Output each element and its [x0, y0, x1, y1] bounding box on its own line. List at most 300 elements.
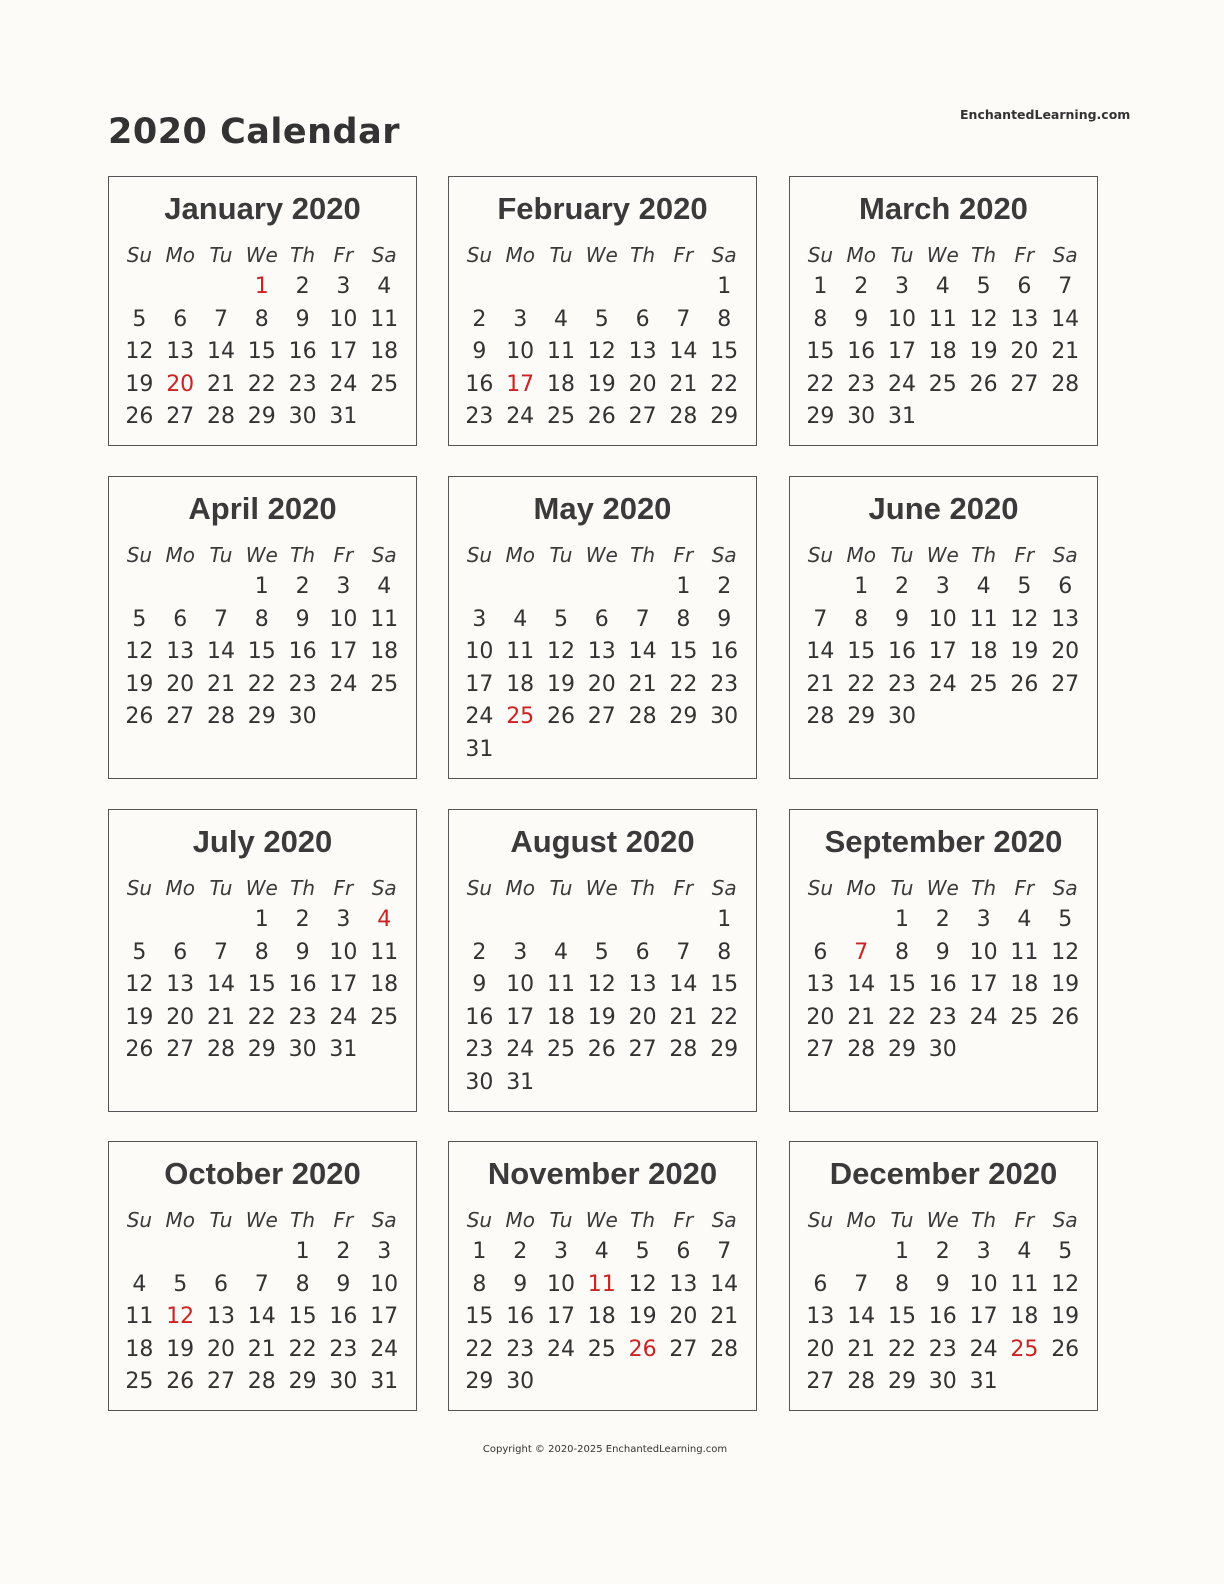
day-number: 6	[594, 606, 609, 632]
day-number: 30	[288, 1037, 317, 1063]
day-number: 16	[288, 972, 317, 998]
day-number: 29	[847, 704, 876, 730]
day-number: 27	[206, 1369, 235, 1395]
day-number: 6	[1058, 574, 1073, 599]
day-number: 25	[546, 1037, 575, 1063]
day-number: 7	[213, 606, 228, 632]
weekday-header: Su	[807, 243, 834, 267]
day-number: 20	[587, 671, 616, 697]
weekday-header: Su	[126, 543, 153, 567]
weekday-header: We	[245, 1208, 278, 1232]
holiday-day: 26	[628, 1336, 657, 1362]
day-number: 1	[472, 1239, 487, 1264]
day-number: 29	[465, 1369, 494, 1395]
day-number: 1	[254, 907, 269, 932]
month-3	[789, 176, 1098, 446]
day-number: 11	[370, 306, 399, 332]
month-title: June 2020	[868, 491, 1019, 526]
day-number: 24	[329, 371, 358, 397]
day-number: 10	[546, 1271, 575, 1297]
day-number: 7	[213, 306, 228, 332]
day-number: 28	[247, 1369, 276, 1395]
day-number: 2	[935, 1239, 950, 1264]
day-number: 22	[887, 1004, 916, 1030]
day-number: 17	[969, 1304, 998, 1330]
day-number: 23	[288, 671, 317, 697]
day-number: 28	[669, 404, 698, 430]
month-title: July 2020	[192, 824, 333, 859]
day-number: 25	[587, 1336, 616, 1362]
weekday-header: Fr	[333, 243, 354, 267]
day-number: 15	[288, 1304, 317, 1330]
day-number: 3	[894, 274, 909, 299]
day-number: 10	[465, 639, 494, 665]
day-number: 3	[336, 574, 351, 599]
day-number: 22	[465, 1336, 494, 1362]
day-number: 18	[587, 1304, 616, 1330]
day-number: 14	[806, 639, 835, 665]
weekday-header: We	[245, 876, 278, 900]
day-number: 5	[132, 939, 147, 965]
day-number: 3	[976, 1239, 991, 1264]
weekday-header: We	[585, 543, 618, 567]
day-number: 14	[847, 1304, 876, 1330]
weekday-header: We	[926, 543, 959, 567]
day-number: 23	[506, 1336, 535, 1362]
day-number: 28	[206, 1037, 235, 1063]
day-number: 9	[513, 1271, 528, 1297]
month-title: August 2020	[510, 824, 695, 859]
day-number: 15	[247, 339, 276, 365]
weekday-header: Sa	[711, 543, 737, 567]
day-number: 2	[894, 574, 909, 599]
day-number: 17	[329, 972, 358, 998]
day-number: 16	[928, 972, 957, 998]
day-number: 18	[125, 1336, 154, 1362]
month-title: March 2020	[859, 191, 1028, 226]
day-number: 26	[125, 404, 154, 430]
day-number: 7	[854, 1271, 869, 1297]
day-number: 8	[472, 1271, 487, 1297]
day-number: 15	[247, 972, 276, 998]
day-number: 12	[546, 639, 575, 665]
day-number: 3	[513, 306, 528, 332]
day-number: 27	[166, 404, 195, 430]
day-number: 12	[969, 306, 998, 332]
weekday-header: Fr	[333, 543, 354, 567]
weekday-header: Tu	[890, 543, 914, 567]
day-number: 23	[928, 1336, 957, 1362]
day-number: 10	[969, 1271, 998, 1297]
holiday-day: 25	[506, 704, 535, 730]
day-number: 5	[553, 606, 568, 632]
day-number: 25	[928, 371, 957, 397]
weekday-header: Su	[126, 243, 153, 267]
day-number: 12	[1051, 939, 1080, 965]
day-number: 28	[628, 704, 657, 730]
day-number: 18	[370, 972, 399, 998]
month-11	[448, 1141, 757, 1411]
weekday-header: Fr	[1014, 1208, 1035, 1232]
day-number: 18	[1010, 1304, 1039, 1330]
day-number: 22	[288, 1336, 317, 1362]
weekday-header: We	[245, 243, 278, 267]
day-number: 4	[594, 1239, 609, 1264]
day-number: 14	[710, 1271, 739, 1297]
holiday-day: 7	[854, 939, 869, 965]
weekday-header: Mo	[846, 1208, 876, 1232]
day-number: 14	[247, 1304, 276, 1330]
day-number: 26	[1051, 1004, 1080, 1030]
day-number: 16	[465, 371, 494, 397]
day-number: 24	[969, 1004, 998, 1030]
weekday-header: Sa	[1052, 543, 1078, 567]
day-number: 21	[847, 1004, 876, 1030]
day-number: 7	[676, 939, 691, 965]
day-number: 11	[546, 339, 575, 365]
day-number: 17	[546, 1304, 575, 1330]
day-number: 19	[1051, 1304, 1080, 1330]
day-number: 22	[710, 1004, 739, 1030]
day-number: 25	[370, 1004, 399, 1030]
day-number: 23	[887, 671, 916, 697]
holiday-day: 11	[587, 1271, 616, 1297]
day-number: 4	[132, 1271, 147, 1297]
day-number: 23	[288, 371, 317, 397]
day-number: 10	[887, 306, 916, 332]
day-number: 3	[553, 1239, 568, 1264]
day-number: 25	[370, 371, 399, 397]
day-number: 22	[887, 1336, 916, 1362]
weekday-header: Sa	[711, 243, 737, 267]
day-number: 20	[806, 1004, 835, 1030]
day-number: 18	[1010, 972, 1039, 998]
month-6	[789, 476, 1098, 779]
day-number: 29	[247, 704, 276, 730]
day-number: 13	[1051, 606, 1080, 632]
weekday-header: Mo	[165, 876, 195, 900]
copyright-text: Copyright © 2020-2025 EnchantedLearning.com	[482, 1444, 728, 1455]
day-number: 15	[887, 972, 916, 998]
day-number: 29	[247, 1037, 276, 1063]
day-number: 25	[370, 671, 399, 697]
month-title: April 2020	[188, 491, 337, 526]
day-number: 1	[854, 574, 869, 599]
day-number: 8	[717, 939, 732, 965]
day-number: 15	[669, 639, 698, 665]
day-number: 22	[247, 371, 276, 397]
weekday-header: Su	[807, 1208, 834, 1232]
day-number: 5	[1058, 1239, 1073, 1264]
day-number: 1	[717, 274, 732, 299]
day-number: 3	[336, 274, 351, 299]
day-number: 16	[288, 339, 317, 365]
weekday-header: Tu	[209, 243, 233, 267]
day-number: 17	[465, 671, 494, 697]
day-number: 9	[295, 306, 310, 332]
weekday-header: Tu	[549, 243, 573, 267]
day-number: 2	[295, 574, 310, 599]
day-number: 10	[329, 939, 358, 965]
day-number: 4	[1017, 1239, 1032, 1264]
day-number: 11	[1010, 939, 1039, 965]
day-number: 17	[928, 639, 957, 665]
weekday-header: Th	[971, 1208, 997, 1232]
day-number: 19	[166, 1336, 195, 1362]
day-number: 31	[465, 737, 494, 762]
day-number: 5	[132, 306, 147, 332]
day-number: 10	[329, 306, 358, 332]
day-number: 15	[710, 339, 739, 365]
day-number: 13	[628, 339, 657, 365]
weekday-header: Mo	[165, 1208, 195, 1232]
day-number: 29	[887, 1369, 916, 1395]
day-number: 11	[969, 606, 998, 632]
day-number: 19	[546, 671, 575, 697]
day-number: 8	[295, 1271, 310, 1297]
day-number: 3	[935, 574, 950, 599]
day-number: 11	[370, 939, 399, 965]
weekday-header: Su	[807, 543, 834, 567]
day-number: 9	[935, 1271, 950, 1297]
weekday-header: We	[926, 1208, 959, 1232]
day-number: 28	[847, 1369, 876, 1395]
day-number: 13	[166, 339, 195, 365]
day-number: 16	[506, 1304, 535, 1330]
weekday-header: Mo	[846, 243, 876, 267]
day-number: 14	[206, 639, 235, 665]
day-number: 21	[847, 1336, 876, 1362]
weekday-header: Mo	[505, 243, 535, 267]
day-number: 13	[587, 639, 616, 665]
weekday-header: Sa	[1052, 876, 1078, 900]
day-number: 17	[969, 972, 998, 998]
day-number: 2	[717, 574, 732, 599]
month-title: February 2020	[497, 191, 708, 226]
day-number: 7	[813, 606, 828, 632]
day-number: 10	[969, 939, 998, 965]
day-number: 17	[329, 639, 358, 665]
day-number: 19	[1051, 972, 1080, 998]
day-number: 5	[1058, 907, 1073, 932]
day-number: 13	[806, 1304, 835, 1330]
day-number: 21	[669, 371, 698, 397]
weekday-header: Mo	[505, 1208, 535, 1232]
day-number: 2	[854, 274, 869, 299]
day-number: 26	[1051, 1336, 1080, 1362]
day-number: 26	[166, 1369, 195, 1395]
day-number: 29	[887, 1037, 916, 1063]
day-number: 20	[1010, 339, 1039, 365]
day-number: 31	[506, 1070, 535, 1095]
day-number: 31	[969, 1369, 998, 1395]
month-title: January 2020	[164, 191, 361, 226]
weekday-header: Sa	[1052, 1208, 1078, 1232]
weekday-header: Fr	[673, 1208, 694, 1232]
day-number: 29	[710, 404, 739, 430]
day-number: 9	[472, 972, 487, 998]
day-number: 26	[546, 704, 575, 730]
day-number: 11	[125, 1304, 154, 1330]
day-number: 21	[628, 671, 657, 697]
day-number: 24	[329, 1004, 358, 1030]
day-number: 22	[247, 671, 276, 697]
day-number: 10	[928, 606, 957, 632]
day-number: 21	[1051, 339, 1080, 365]
day-number: 1	[813, 274, 828, 299]
day-number: 12	[125, 972, 154, 998]
day-number: 14	[1051, 306, 1080, 332]
weekday-header: Fr	[1014, 243, 1035, 267]
weekday-header: Mo	[165, 543, 195, 567]
day-number: 2	[336, 1239, 351, 1264]
day-number: 9	[894, 606, 909, 632]
day-number: 20	[206, 1336, 235, 1362]
weekday-header: Fr	[333, 1208, 354, 1232]
day-number: 28	[710, 1336, 739, 1362]
day-number: 10	[329, 606, 358, 632]
day-number: 7	[676, 306, 691, 332]
day-number: 30	[465, 1070, 494, 1095]
day-number: 19	[587, 1004, 616, 1030]
day-number: 15	[247, 639, 276, 665]
day-number: 14	[669, 339, 698, 365]
day-number: 7	[1058, 274, 1073, 299]
day-number: 16	[329, 1304, 358, 1330]
day-number: 4	[935, 274, 950, 299]
day-number: 29	[669, 704, 698, 730]
month-10	[108, 1141, 417, 1411]
weekday-header: Mo	[165, 243, 195, 267]
month-title: May 2020	[533, 491, 672, 526]
day-number: 30	[847, 404, 876, 430]
day-number: 8	[854, 606, 869, 632]
month-1	[108, 176, 417, 446]
holiday-day: 12	[166, 1304, 195, 1330]
day-number: 9	[336, 1271, 351, 1297]
day-number: 2	[472, 306, 487, 332]
day-number: 18	[506, 671, 535, 697]
day-number: 14	[206, 339, 235, 365]
day-number: 19	[969, 339, 998, 365]
day-number: 8	[676, 606, 691, 632]
day-number: 13	[669, 1271, 698, 1297]
weekday-header: Tu	[549, 543, 573, 567]
site-name[interactable]: EnchantedLearning.com	[960, 107, 1131, 122]
day-number: 26	[1010, 671, 1039, 697]
weekday-header: Th	[290, 543, 316, 567]
day-number: 23	[928, 1004, 957, 1030]
day-number: 5	[594, 306, 609, 332]
day-number: 13	[1010, 306, 1039, 332]
day-number: 5	[635, 1239, 650, 1264]
day-number: 30	[506, 1369, 535, 1395]
day-number: 20	[669, 1304, 698, 1330]
day-number: 6	[635, 306, 650, 332]
day-number: 1	[676, 574, 691, 599]
day-number: 16	[710, 639, 739, 665]
day-number: 22	[669, 671, 698, 697]
day-number: 27	[669, 1336, 698, 1362]
weekday-header: Th	[290, 876, 316, 900]
day-number: 25	[969, 671, 998, 697]
day-number: 24	[506, 404, 535, 430]
month-4	[108, 476, 417, 779]
day-number: 3	[336, 907, 351, 932]
day-number: 8	[894, 939, 909, 965]
weekday-header: Sa	[1052, 243, 1078, 267]
day-number: 29	[288, 1369, 317, 1395]
day-number: 9	[472, 339, 487, 365]
day-number: 25	[125, 1369, 154, 1395]
day-number: 5	[1017, 574, 1032, 599]
holiday-day: 1	[254, 274, 269, 299]
day-number: 20	[806, 1336, 835, 1362]
day-number: 12	[125, 339, 154, 365]
day-number: 17	[887, 339, 916, 365]
day-number: 18	[546, 1004, 575, 1030]
day-number: 22	[847, 671, 876, 697]
day-number: 5	[173, 1271, 188, 1297]
day-number: 18	[546, 371, 575, 397]
month-8	[448, 809, 757, 1112]
day-number: 8	[894, 1271, 909, 1297]
holiday-day: 17	[506, 371, 535, 397]
day-number: 22	[806, 371, 835, 397]
day-number: 11	[370, 606, 399, 632]
holiday-day: 20	[166, 371, 195, 397]
day-number: 1	[295, 1239, 310, 1264]
weekday-header: Tu	[890, 1208, 914, 1232]
day-number: 19	[125, 1004, 154, 1030]
day-number: 11	[506, 639, 535, 665]
weekday-header: Su	[466, 876, 493, 900]
day-number: 8	[254, 939, 269, 965]
day-number: 23	[288, 1004, 317, 1030]
day-number: 5	[976, 274, 991, 299]
day-number: 5	[594, 939, 609, 965]
day-number: 6	[213, 1271, 228, 1297]
day-number: 19	[125, 671, 154, 697]
weekday-header: Tu	[209, 876, 233, 900]
weekday-header: Su	[466, 1208, 493, 1232]
month-5	[448, 476, 757, 779]
day-number: 26	[587, 404, 616, 430]
day-number: 21	[710, 1304, 739, 1330]
day-number: 31	[370, 1369, 399, 1395]
weekday-header: Su	[807, 876, 834, 900]
day-number: 24	[546, 1336, 575, 1362]
day-number: 18	[969, 639, 998, 665]
day-number: 4	[513, 606, 528, 632]
weekday-header: Fr	[673, 543, 694, 567]
day-number: 17	[370, 1304, 399, 1330]
day-number: 14	[206, 972, 235, 998]
day-number: 30	[887, 704, 916, 730]
weekday-header: Fr	[673, 243, 694, 267]
day-number: 13	[206, 1304, 235, 1330]
day-number: 7	[254, 1271, 269, 1297]
day-number: 1	[254, 574, 269, 599]
day-number: 23	[465, 1037, 494, 1063]
day-number: 14	[669, 972, 698, 998]
day-number: 7	[717, 1239, 732, 1264]
day-number: 20	[628, 1004, 657, 1030]
day-number: 12	[587, 972, 616, 998]
day-number: 27	[166, 1037, 195, 1063]
day-number: 20	[1051, 639, 1080, 665]
day-number: 8	[813, 306, 828, 332]
